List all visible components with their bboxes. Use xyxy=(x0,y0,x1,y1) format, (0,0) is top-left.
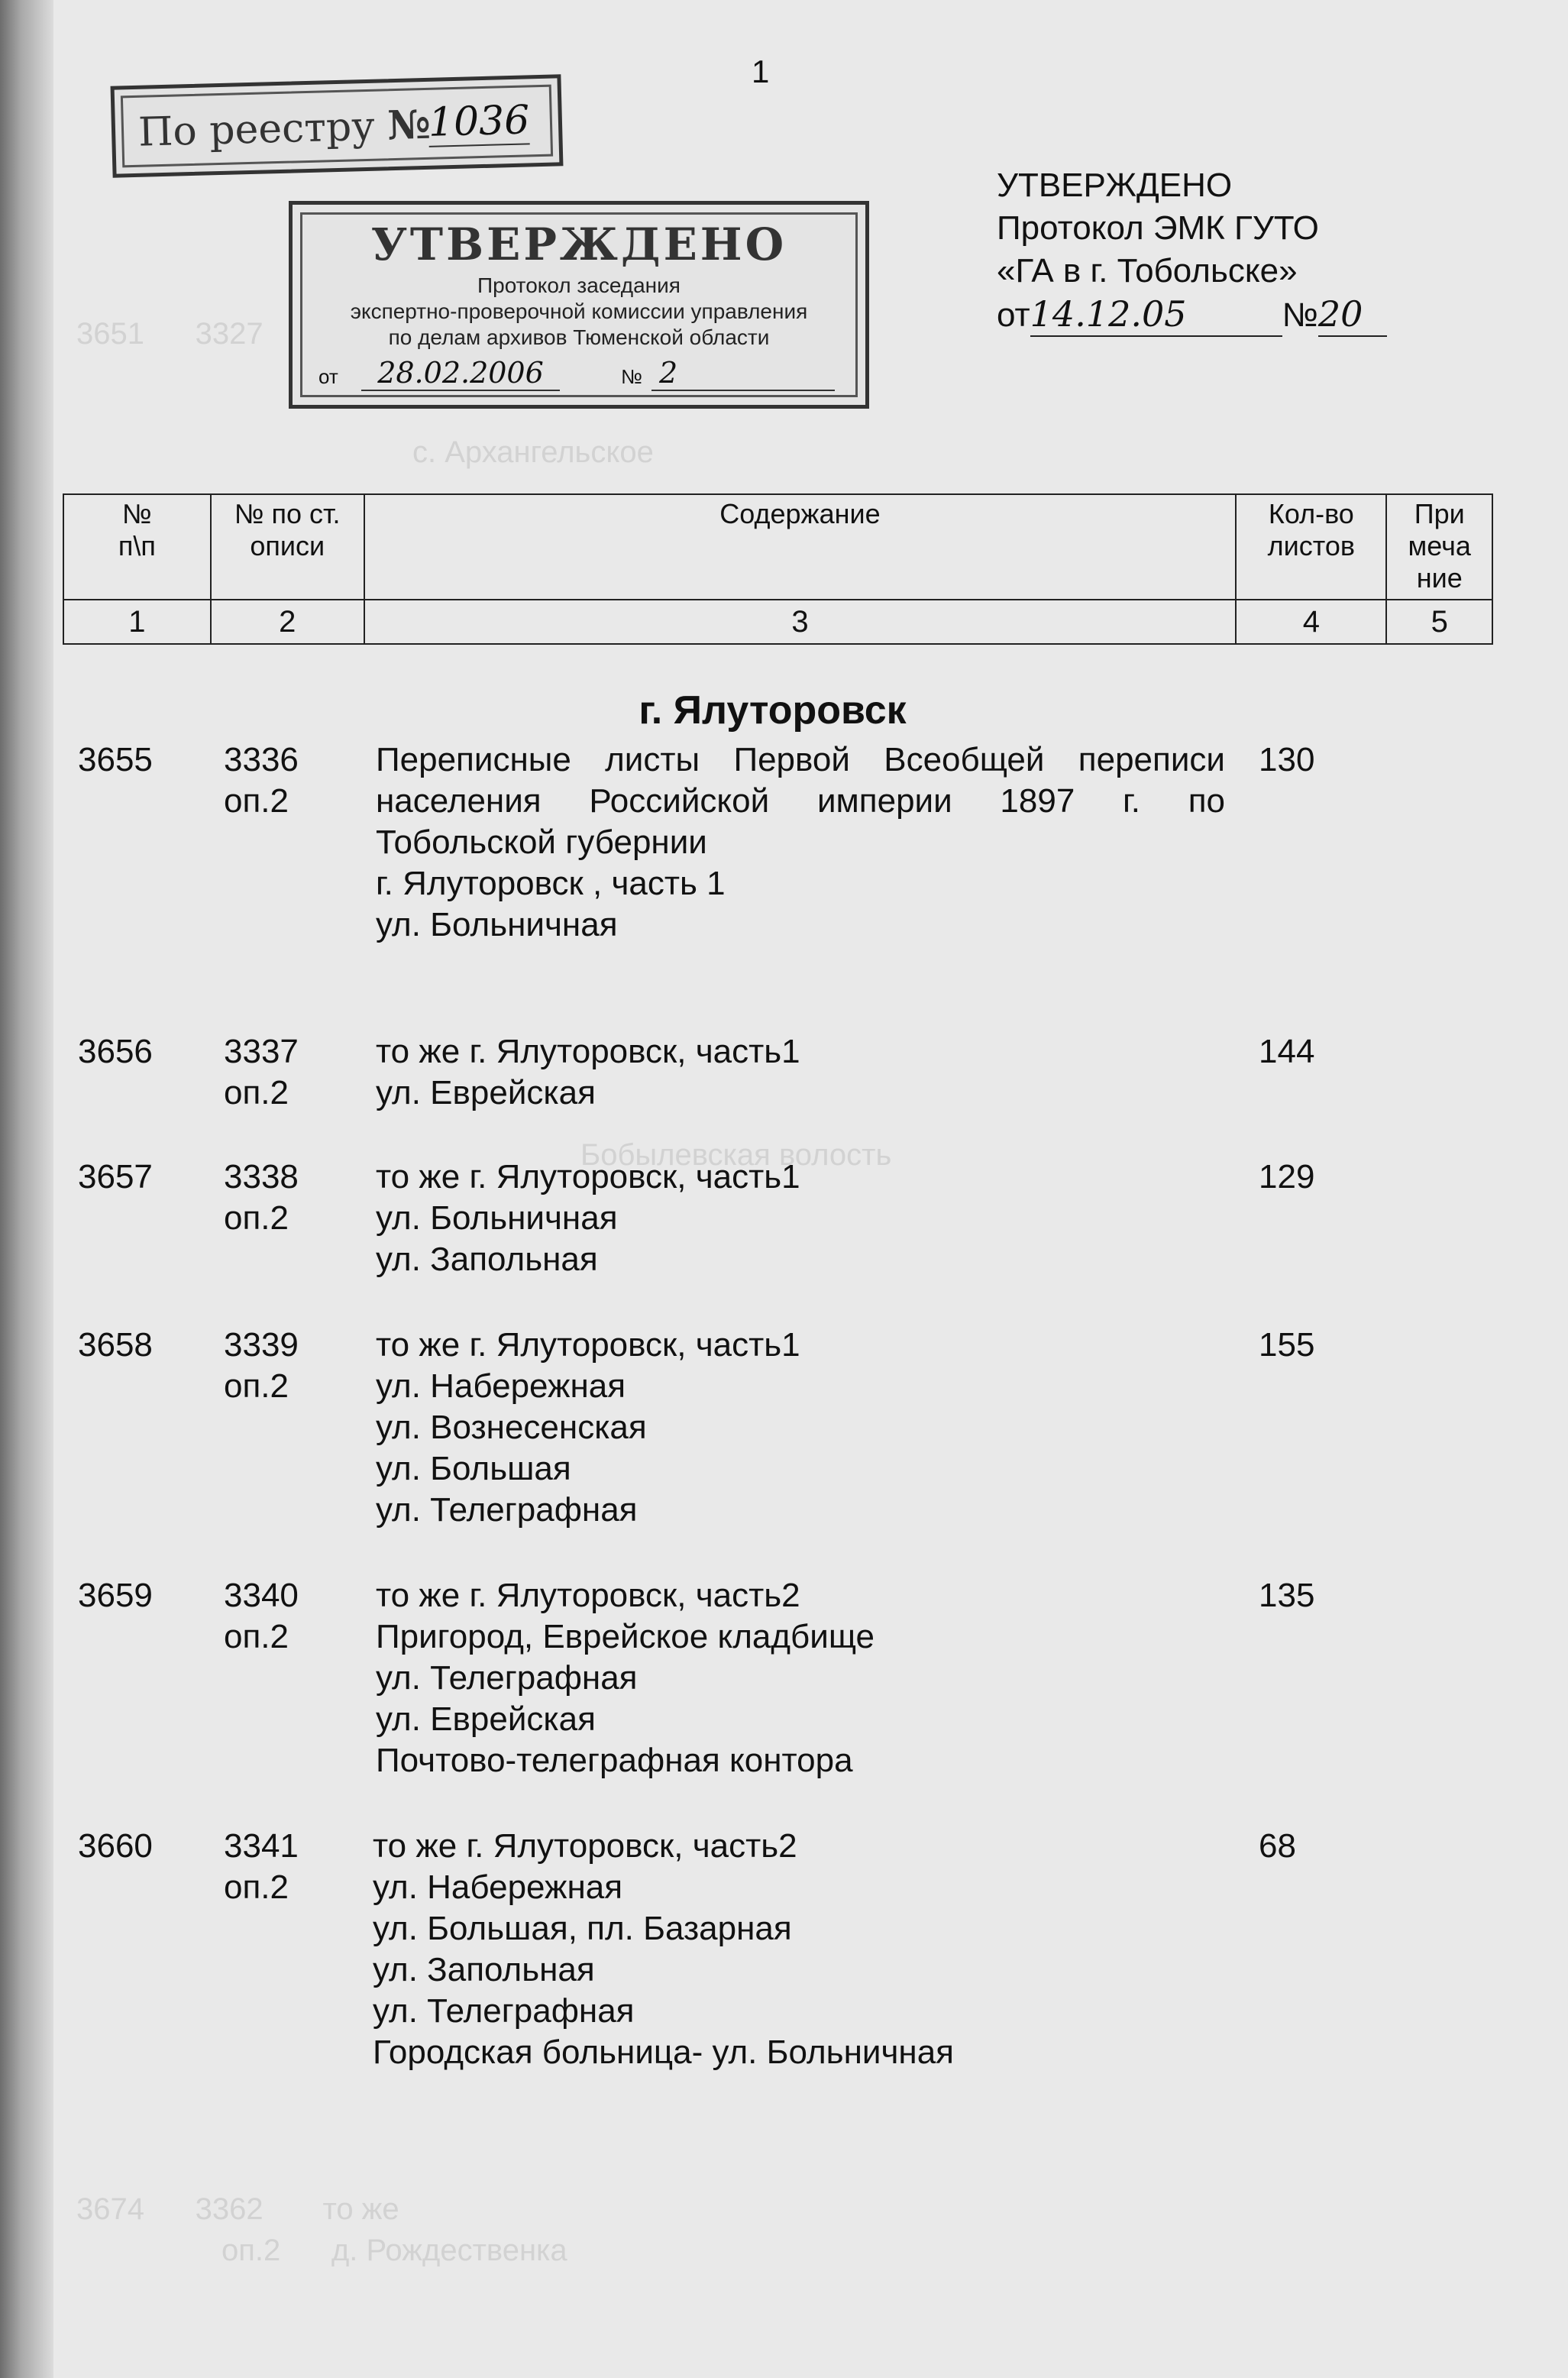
entry-number: 3658 xyxy=(78,1326,153,1364)
header-col-content xyxy=(364,494,1236,600)
header-col-notes-line2: меча xyxy=(1408,530,1471,561)
entry-inventory xyxy=(224,1031,299,1114)
column-number: 4 xyxy=(1236,600,1386,644)
approval-typed-number-label: № xyxy=(1282,296,1318,334)
approval-typed-date: 14.12.05 xyxy=(1030,293,1282,337)
approval-typed-line2: «ГА в г. Тобольске» xyxy=(997,252,1298,290)
header-col-number xyxy=(63,494,211,600)
entry-inventory-op: оп.2 xyxy=(224,1618,289,1655)
entry-content xyxy=(376,1575,1225,1781)
registry-stamp-label xyxy=(137,102,431,156)
entry-inventory xyxy=(224,1157,299,1239)
approval-stamp-title: УТВЕРЖДЕНО xyxy=(370,218,787,270)
entry-inventory-op: оп.2 xyxy=(224,1199,289,1237)
entry-content-line: Тобольской губернии xyxy=(376,823,707,861)
entry-content-line: ул. Запольная xyxy=(376,1241,598,1278)
approval-stamp-line2: экспертно-проверочной комиссии управления xyxy=(350,299,808,323)
header-col-inventory-line2: описи xyxy=(250,530,325,561)
entry-inventory-number: 3340 xyxy=(224,1577,299,1614)
entry-inventory xyxy=(224,1575,299,1658)
registry-label: По реестру xyxy=(137,103,376,156)
entry-content xyxy=(373,1826,1222,2073)
entry-inventory xyxy=(224,1826,299,1908)
bleed-through-text: Бобылевская волость xyxy=(580,1138,892,1172)
binding-edge xyxy=(0,0,53,2378)
header-col-sheets xyxy=(1236,494,1386,600)
approval-stamp-line3: по делам архивов Тюменской области xyxy=(388,325,770,349)
entry-content-line: ул. Телеграфная xyxy=(376,1659,638,1697)
bleed-through-text: 3674 3362 то же xyxy=(76,2192,399,2226)
entry-content xyxy=(376,1325,1225,1531)
entry-content-line: то же г. Ялуторовск, часть2 xyxy=(376,1577,800,1614)
entry-content-line: то же г. Ялуторовск, часть2 xyxy=(373,1827,797,1865)
entry-number: 3657 xyxy=(78,1158,153,1195)
entry-content-line: ул. Запольная xyxy=(373,1951,595,1988)
section-title xyxy=(0,688,1568,733)
registry-number-sign: № xyxy=(386,101,432,150)
entry-inventory-number: 3341 xyxy=(224,1827,299,1865)
bleed-through-text: 3651 3327 xyxy=(76,317,263,351)
entry-content-line: то же г. Ялуторовск, часть1 xyxy=(376,1326,800,1364)
entry-content-line: г. Ялуторовск , часть 1 xyxy=(376,865,726,902)
approval-typed-title: УТВЕРЖДЕНО xyxy=(997,167,1233,204)
approval-stamp-date-label: от xyxy=(318,365,338,388)
inventory-table-header xyxy=(63,493,1493,645)
page-number: 1 xyxy=(752,53,770,89)
entry-content-line: то же г. Ялуторовск, часть1 xyxy=(376,1158,800,1195)
registry-number: 1036 xyxy=(428,97,531,146)
entry-content xyxy=(376,739,1225,946)
entry-number: 3655 xyxy=(78,741,153,778)
entry-content-line: ул. Еврейская xyxy=(376,1700,596,1738)
entry-content-line: ул. Вознесенская xyxy=(376,1409,647,1446)
column-numbers-row xyxy=(63,600,1492,644)
entry-content xyxy=(376,1157,1225,1280)
bleed-through-text: оп.2 д. Рождественка xyxy=(221,2234,567,2267)
section-title-text: г. Ялуторовск xyxy=(639,688,907,733)
entry-content-line: ул. Набережная xyxy=(376,1367,626,1405)
header-col-number-line1: № xyxy=(122,498,152,529)
header-col-content-label: Содержание xyxy=(719,498,881,529)
entry-content-line: ул. Больничная xyxy=(376,1199,618,1237)
entry-content-line: Почтово-телеграфная контора xyxy=(376,1742,853,1779)
entry-content-line: Городская больница- ул. Больничная xyxy=(373,2033,954,2071)
entry-content-line: ул. Телеграфная xyxy=(376,1491,638,1529)
approval-typed-number: 20 xyxy=(1318,293,1387,337)
bleed-through-text: с. Архангельское xyxy=(412,435,654,469)
approval-typed-date-row xyxy=(997,293,1387,337)
entry-inventory xyxy=(224,739,299,822)
header-col-notes-line3: ние xyxy=(1416,562,1463,594)
entry-content-line: ул. Большая xyxy=(376,1450,571,1487)
entry-number: 3656 xyxy=(78,1033,153,1070)
approval-stamp-number-label: № xyxy=(621,365,642,388)
entry-inventory-number: 3339 xyxy=(224,1326,299,1364)
approval-typed xyxy=(997,164,1387,337)
entry-inventory-number: 3337 xyxy=(224,1033,299,1070)
entry-sheets: 130 xyxy=(1259,741,1315,778)
entry-sheets: 144 xyxy=(1259,1033,1315,1070)
entry-inventory xyxy=(224,1325,299,1407)
registry-stamp xyxy=(111,74,564,177)
entry-number: 3659 xyxy=(78,1577,153,1614)
entry-inventory-op: оп.2 xyxy=(224,1868,289,1906)
entry-content xyxy=(376,1031,1225,1114)
entry-content-line: Переписные листы Первой Всеобщей переписи xyxy=(376,741,1225,778)
column-number: 5 xyxy=(1386,600,1492,644)
header-col-number-line2: п\п xyxy=(118,530,156,561)
header-row xyxy=(63,494,1492,600)
entry-content-line: ул. Большая, пл. Базарная xyxy=(373,1910,792,1947)
entry-content-line: то же г. Ялуторовск, часть1 xyxy=(376,1033,800,1070)
approval-stamp-number: 2 xyxy=(651,356,835,391)
column-number: 2 xyxy=(211,600,364,644)
entry-content-line: ул. Еврейская xyxy=(376,1074,596,1111)
approval-stamp xyxy=(289,201,869,409)
entry-sheets: 129 xyxy=(1259,1158,1315,1195)
entry-content-line: ул. Телеграфная xyxy=(373,1992,635,2030)
entry-sheets: 68 xyxy=(1259,1827,1296,1865)
entry-inventory-op: оп.2 xyxy=(224,1367,289,1405)
entry-inventory-number: 3338 xyxy=(224,1158,299,1195)
header-col-sheets-line1: Кол-во xyxy=(1268,498,1354,529)
entry-number: 3660 xyxy=(78,1827,153,1865)
header-col-notes xyxy=(1386,494,1492,600)
entry-content-line: Пригород, Еврейское кладбище xyxy=(376,1618,875,1655)
entry-inventory-op: оп.2 xyxy=(224,1074,289,1111)
column-number: 1 xyxy=(63,600,211,644)
header-col-inventory-line1: № по ст. xyxy=(234,498,341,529)
approval-typed-line1: Протокол ЭМК ГУТО xyxy=(997,209,1319,247)
header-col-inventory xyxy=(211,494,364,600)
entry-inventory-op: оп.2 xyxy=(224,782,289,820)
header-col-notes-line1: При xyxy=(1414,498,1465,529)
approval-stamp-line1: Протокол заседания xyxy=(477,273,681,297)
column-number: 3 xyxy=(364,600,1236,644)
header-col-sheets-line2: листов xyxy=(1267,530,1356,561)
approval-typed-date-label: от xyxy=(997,296,1030,334)
entry-content-line: ул. Набережная xyxy=(373,1868,623,1906)
entry-content-line: ул. Больничная xyxy=(376,906,618,943)
approval-stamp-date: 28.02.2006 xyxy=(361,356,560,391)
entry-sheets: 155 xyxy=(1259,1326,1315,1364)
entry-sheets: 135 xyxy=(1259,1577,1315,1614)
entry-inventory-number: 3336 xyxy=(224,741,299,778)
entry-content-line: населения Российской империи 1897 г. по xyxy=(376,782,1225,820)
